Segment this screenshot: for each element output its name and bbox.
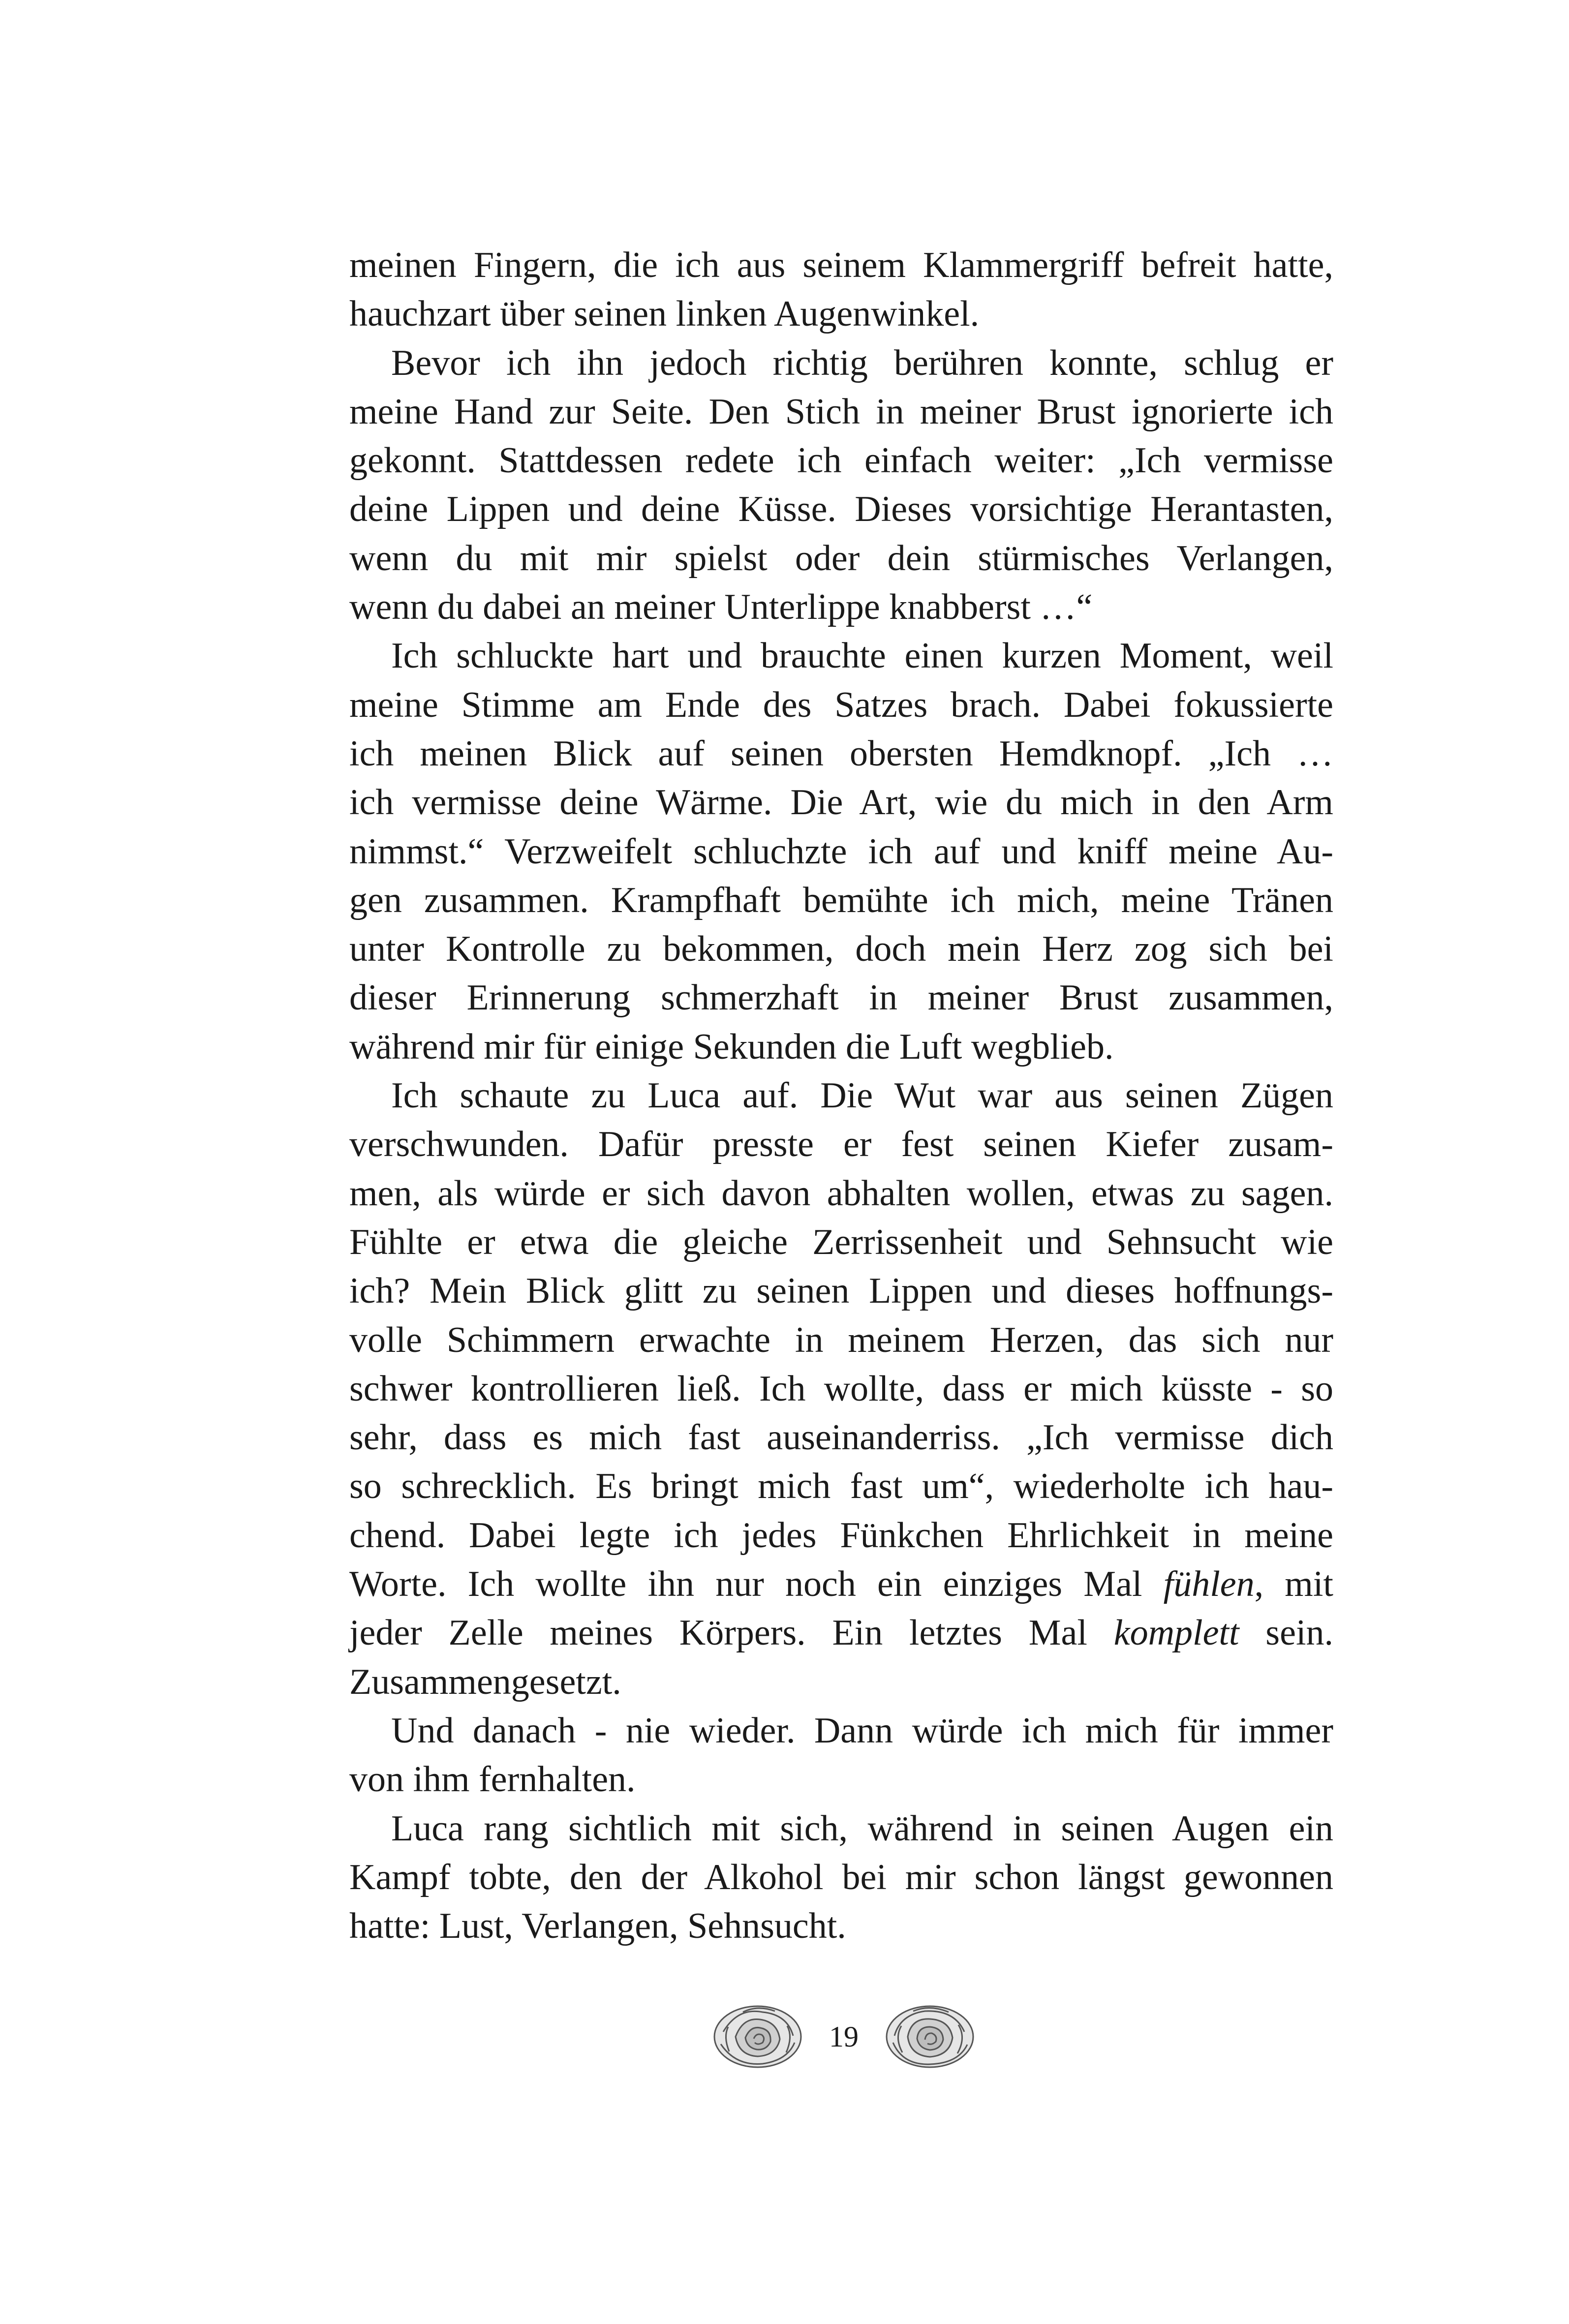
text-line: Ich schaute zu Luca auf. Die Wut war aus seinen Zügen bbox=[391, 1075, 1333, 1116]
text-line: Und danach - nie wieder. Dann würde ich mich für immer bbox=[391, 1710, 1333, 1751]
text-line: gekonnt. Stattdessen redete ich einfach weiter: „Ich vermisse bbox=[349, 440, 1333, 481]
text-line: Ich schluckte hart und brauchte einen kurzen Moment, weil bbox=[391, 636, 1333, 676]
text-line: Zusammengesetzt. bbox=[349, 1661, 621, 1702]
rose-icon bbox=[881, 1997, 979, 2076]
text-line: unter Kontrolle zu bekommen, doch mein Herz zog sich bei bbox=[349, 929, 1333, 970]
text-segment: jeder Zelle meines Körpers. Ein letztes Mal bbox=[349, 1613, 1114, 1653]
text-line: von ihm fernhalten. bbox=[349, 1759, 636, 1800]
text-line: während mir für einige Sekunden die Luft wegblieb. bbox=[349, 1026, 1114, 1067]
text-line: chend. Dabei legte ich jedes Fünkchen Ehrlichkeit in meine bbox=[349, 1515, 1333, 1556]
text-line: men, als würde er sich davon abhalten wollen, etwas zu sagen. bbox=[349, 1173, 1333, 1214]
page-footer bbox=[0, 1997, 1569, 2086]
text-line: ich? Mein Blick glitt zu seinen Lippen und dieses hoffnungs- bbox=[349, 1271, 1333, 1312]
italic-text: fühlen bbox=[1163, 1564, 1255, 1605]
text-line: ich vermisse deine Wärme. Die Art, wie du mich in den Arm bbox=[349, 782, 1333, 823]
rose-icon bbox=[708, 1997, 807, 2076]
text-segment: Worte. Ich wollte ihn nur noch ein einziges Mal bbox=[349, 1564, 1164, 1605]
text-line: volle Schimmern erwachte in meinem Herzen, das sich nur bbox=[349, 1319, 1333, 1360]
body-text bbox=[349, 241, 1333, 1951]
text-line: Bevor ich ihn jedoch richtig berühren konnte, schlug er bbox=[391, 342, 1333, 383]
text-line: meine Hand zur Seite. Den Stich in meiner Brust ignorierte ich bbox=[349, 391, 1333, 432]
text-line: so schrecklich. Es bringt mich fast um“, wiederholte ich hau- bbox=[349, 1466, 1333, 1507]
text-line: meinen Fingern, die ich aus seinem Klammergriff befreit hatte, bbox=[349, 245, 1333, 285]
text-line: Luca rang sichtlich mit sich, während in seinen Augen ein bbox=[391, 1808, 1333, 1849]
text-line bbox=[349, 1609, 1333, 1657]
text-line: verschwunden. Dafür presste er fest seinen Kiefer zusam- bbox=[349, 1124, 1333, 1165]
text-line: nimmst.“ Verzweifelt schluchzte ich auf und kniff meine Au- bbox=[349, 831, 1333, 872]
text-line: wenn du dabei an meiner Unterlippe knabberst …“ bbox=[349, 587, 1093, 628]
text-segment: sein. bbox=[1239, 1613, 1333, 1653]
text-line: meine Stimme am Ende des Satzes brach. Dabei fokussierte bbox=[349, 684, 1333, 725]
text-line: wenn du mit mir spielst oder dein stürmisches Verlangen, bbox=[349, 538, 1333, 579]
text-line: Fühlte er etwa die gleiche Zerrissenheit und Sehnsucht wie bbox=[349, 1222, 1333, 1262]
text-line: deine Lippen und deine Küsse. Dieses vorsichtige Herantasten, bbox=[349, 489, 1333, 530]
text-line bbox=[349, 1560, 1333, 1609]
italic-text: komplett bbox=[1113, 1613, 1239, 1653]
text-segment: , mit bbox=[1254, 1564, 1333, 1605]
text-line: gen zusammen. Krampfhaft bemühte ich mich, meine Tränen bbox=[349, 880, 1333, 920]
text-line: dieser Erinnerung schmerzhaft in meiner Brust zusammen, bbox=[349, 978, 1333, 1018]
text-line: hauchzart über seinen linken Augenwinkel. bbox=[349, 294, 980, 335]
text-line: sehr, dass es mich fast auseinanderriss. „Ich vermisse dich bbox=[349, 1417, 1333, 1458]
text-line: schwer kontrollieren ließ. Ich wollte, dass er mich küsste - so bbox=[349, 1368, 1333, 1409]
text-line: ich meinen Blick auf seinen obersten Hemdknopf. „Ich … bbox=[349, 733, 1333, 774]
text-line: hatte: Lust, Verlangen, Sehnsucht. bbox=[349, 1906, 846, 1947]
page-number: 19 bbox=[829, 2020, 859, 2053]
text-line: Kampf tobte, den der Alkohol bei mir schon längst gewonnen bbox=[349, 1857, 1333, 1897]
